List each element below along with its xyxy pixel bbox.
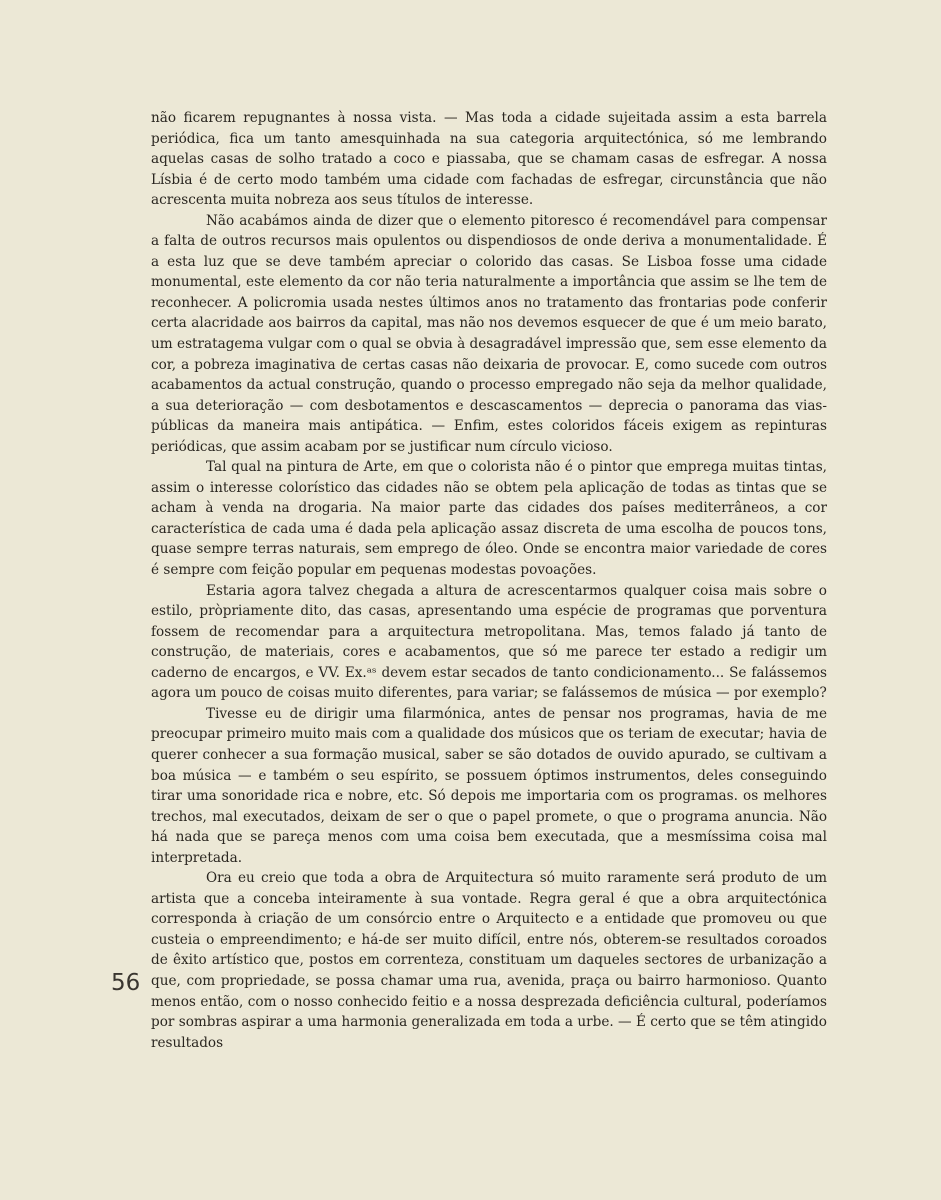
paragraph-6: Ora eu creio que toda a obra de Arquitectura só muito raramente será produto de um artista que a conceba inteiramente à sua vontade. Regra geral é que a obra arquitectónica corresponda à criação de um consórcio entre o Arquitecto e a entidade que promoveu ou que custeia o empreendimento; e há-de ser muito difícil, entre nós, obterem-se resultados coroados de êxito artístico que, postos em correnteza, constituam um daqueles sectores de urbanização a que, com propriedade, se possa chamar uma rua, avenida, praça ou bairro harmonioso. Quanto menos então, com o nosso conhecido feitio e a nossa desprezada deficiência cultural, poderíamos por sombras aspirar a uma harmonia generalizada em toda a urbe. — É certo que se têm atingido resultados	[151, 870, 827, 1051]
paragraph-1: não ficarem repugnantes à nossa vista. — Mas toda a cidade sujeitada assim a esta barrela periódica, fica um tanto amesquinhada na sua categoria arquitectónica, só me lembrando aquelas casas de solho tratado a coco e piassaba, que se chamam casas de esfregar. A nossa Lísbia é de certo modo também uma cidade com fachadas de esfregar, circunstância que não acrescenta muita nobreza aos seus títulos de interesse.	[151, 110, 827, 209]
paragraph-4: Estaria agora talvez chegada a altura de acrescentarmos qualquer coisa mais sobre o estilo, pròpriamente dito, das casas, apresentando uma espécie de programas que porventura fossem de recomendar para a arquitectura metropolitana. Mas, temos falado já tanto de construção, de materiais, cores e acabamentos, que só me parece ter estado a redigir um caderno de encargos, e VV. Ex.ᵃˢ devem estar secados de tanto condicionamento... Se falássemos agora um pouco de coisas muito diferentes, para variar; se falássemos de música — por exemplo?	[151, 582, 827, 702]
paragraph-3: Tal qual na pintura de Arte, em que o colorista não é o pintor que emprega muitas tintas, assim o interesse colorístico das cidades não se obtem pela aplicação de todas as tintas que se acham à venda na drogaria. Na maior parte das cidades dos países mediterrâneos, a cor característica de cada uma é dada pela aplicação assaz discreta de uma escolha de poucos tons, quase sempre terras naturais, sem emprego de óleo. Onde se encontra maior variedade de cores é sempre com feição popular em pequenas modestas povoações.	[151, 459, 827, 579]
paragraph-2: Não acabámos ainda de dizer que o elemento pitoresco é recomendável para compensar a falta de outros recursos mais opulentos ou dispendiosos de onde deriva a monumentalidade. É a esta luz que se deve também apreciar o colorido das casas. Se Lisboa fosse uma cidade monumental, este elemento da cor não teria naturalmente a importância que assim se lhe tem de reconhecer. A policromia usada nestes últimos anos no tratamento das frontarias pode conferir certa alacridade aos bairros da capital, mas não nos devemos esquecer de que é um meio barato, um estratagema vulgar com o qual se obvia à desagradável impressão que, sem esse elemento da cor, a pobreza imaginativa de certas casas não deixaria de provocar. E, como sucede com outros acabamentos da actual construção, quando o processo empregado não seja da melhor qualidade, a sua deterioração — com desbotamentos e descascamentos — deprecia o panorama das vias-públicas da maneira mais antipática. — Enfim, estes coloridos fáceis exigem as repinturas periódicas, que assim acabam por se justificar num círculo vicioso.	[151, 212, 827, 455]
body-text	[151, 108, 827, 1053]
page-number: 56	[111, 970, 141, 996]
paragraph-5: Tivesse eu de dirigir uma filarmónica, antes de pensar nos programas, havia de me preocupar primeiro muito mais com a qualidade dos músicos que os teriam de executar; havia de querer conhecer a sua formação musical, saber se são dotados de ouvido apurado, se cultivam a boa música — e também o seu espírito, se possuem óptimos instrumentos, deles conseguindo tirar uma sonoridade rica e nobre, etc. Só depois me importaria com os programas. os melhores trechos, mal executados, deixam de ser o que o papel promete, o que o programa anuncia. Não há nada que se pareça menos com uma coisa bem executada, que a mesmíssima coisa mal interpretada.	[151, 705, 827, 866]
